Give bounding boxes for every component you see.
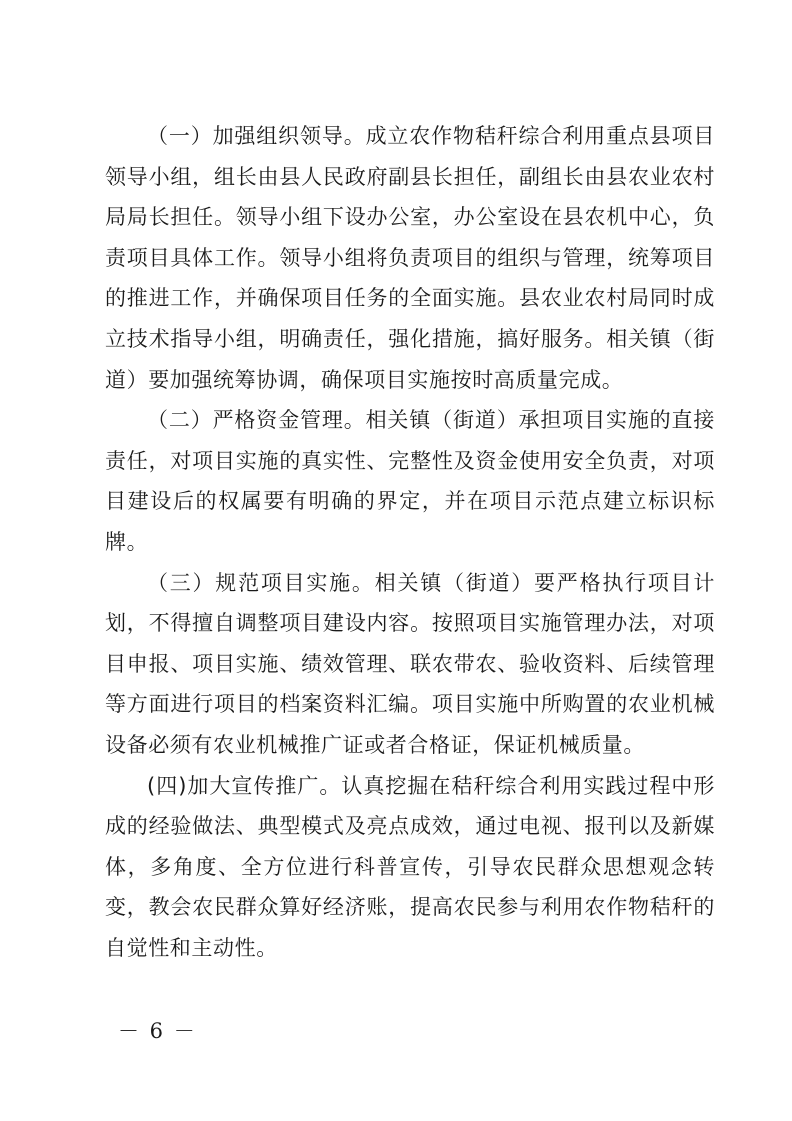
paragraph-text: 相关镇（街道）要严格执行项目计划，不得擅自调整项目建设内容。按照项目实施管理办法，对项目申报、项目实施、绩效管理、联农带农、验收资料、后续管理等方面进行项目的档案资料汇编。项目实施中所购置的农业机械设备必须有农业机械推广证或者合格证，保证机械质量。 xyxy=(105,570,716,757)
paragraph-heading: （三）规范项目实施。 xyxy=(147,570,375,595)
paragraph-heading: （二）严格资金管理。 xyxy=(147,408,366,433)
page-number: － 6 － xyxy=(118,1019,197,1043)
paragraph-heading: （一）加强组织领导。 xyxy=(147,124,366,148)
paragraph-heading: (四)加大宣传推广。 xyxy=(147,773,342,798)
paragraph-text: 认真挖掘在秸秆综合利用实践过程中形成的经验做法、典型模式及亮点成效，通过电视、报刊以及新媒体，多角度、全方位进行科普宣传，引导农民群众思想观念转变，教会农民群众算好经济账，提高农民参与利用农作物秸秆的自觉性和主动性。 xyxy=(105,773,715,960)
paragraph-organization-leadership xyxy=(105,116,715,400)
paragraph-text: 成立农作物秸秆综合利用重点县项目领导小组，组长由县人民政府副县长担任，副组长由县农业农村局局长担任。领导小组下设办公室，办公室设在县农机中心，负责项目具体工作。领导小组将负责项目的组织与管理，统筹项目的推进工作，并确保项目任务的全面实施。县农业农村局同时成立技术指导小组，明确责任，强化措施，搞好服务。相关镇（街道）要加强统筹协调，确保项目实施按时高质量完成。 xyxy=(105,124,715,392)
paragraph-project-implementation xyxy=(105,563,715,766)
document-body xyxy=(105,116,715,968)
paragraph-fund-management xyxy=(105,400,715,562)
paragraph-text: 相关镇（街道）承担项目实施的直接责任，对项目实施的真实性、完整性及资金使用安全负责，对项目建设后的权属要有明确的界定，并在项目示范点建立标识标牌。 xyxy=(105,408,715,554)
paragraph-publicity-promotion xyxy=(105,766,715,969)
